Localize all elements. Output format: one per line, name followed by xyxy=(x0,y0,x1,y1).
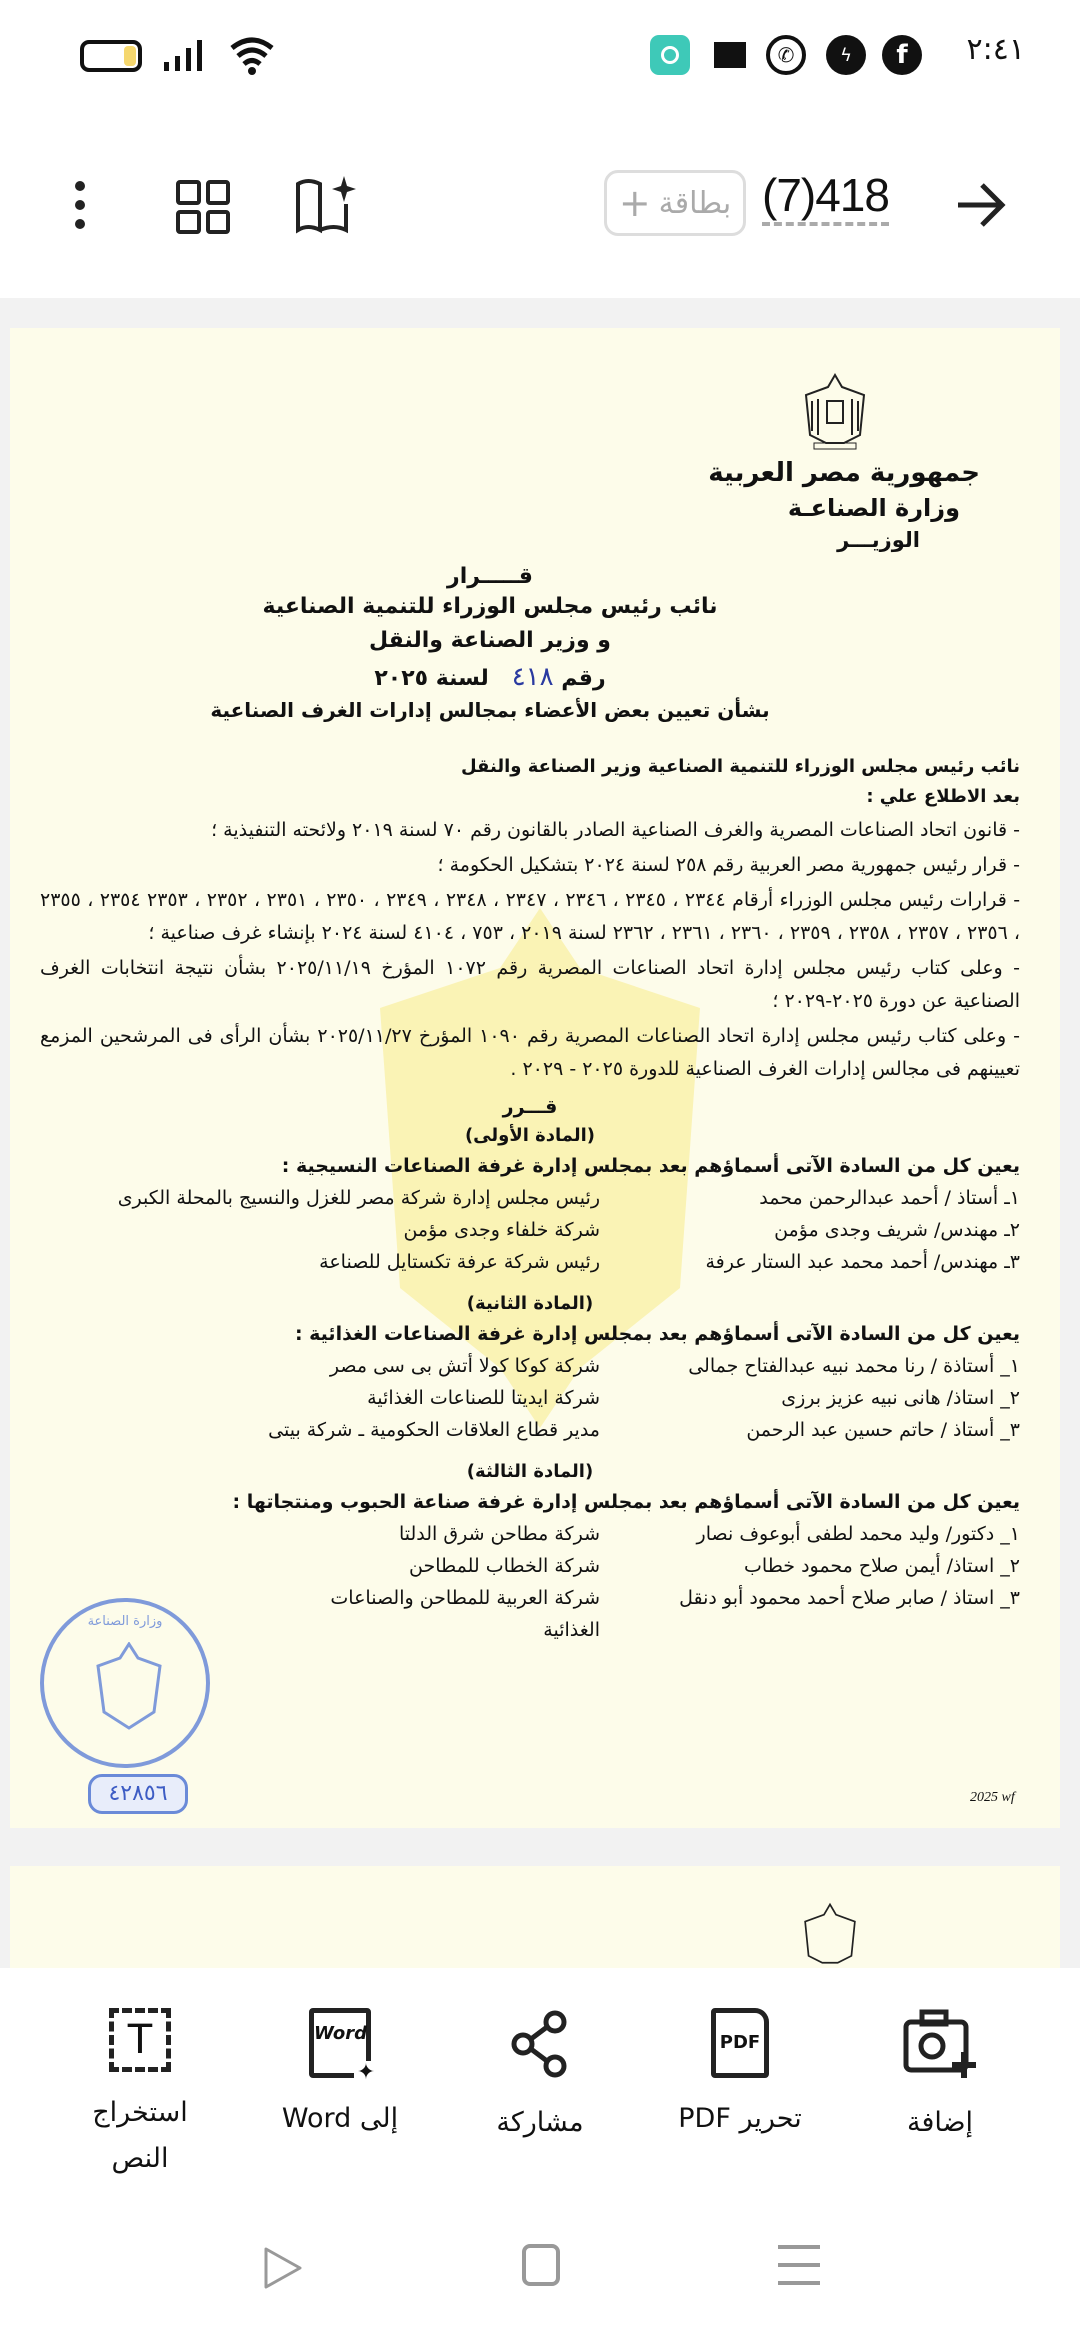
edit-pdf-button[interactable] xyxy=(650,2008,830,2142)
member-name: ١ـ أستاذ / أحمد عبدالرحمن محمد xyxy=(759,1187,1020,1209)
action-label: مشاركة xyxy=(496,2107,584,2138)
article-heading: يعين كل من السادة الآتى أسماؤهم بعد بمجلس إدارة غرفة الصناعات الغذائية : xyxy=(294,1323,1020,1345)
bullet-item: - قانون اتحاد الصناعات المصرية والغرف الصناعية الصادر بالقانون رقم ٧٠ لسنة ٢٠١٩ ولائحته التنفيذية ؛ xyxy=(211,819,1020,841)
battery-icon xyxy=(80,40,142,72)
member-name: ٢_ استاذ/ أيمن صلاح محمود خطاب xyxy=(744,1555,1020,1577)
extract-text-icon: T xyxy=(109,2008,171,2072)
action-label: تحرير PDF xyxy=(678,2103,802,2134)
home-nav-icon[interactable] xyxy=(522,2244,560,2286)
facebook-icon: f xyxy=(882,35,922,75)
member-role: مدير قطاع العلاقات الحكومية ـ شركة بيتى xyxy=(268,1419,600,1441)
stamp-eagle-icon xyxy=(94,1642,164,1732)
share-icon xyxy=(507,2008,573,2078)
ai-reader-icon[interactable] xyxy=(294,174,358,234)
egypt-eagle-emblem-icon xyxy=(800,1902,860,1968)
document-viewer[interactable] xyxy=(0,298,1080,1968)
article-title: (المادة الأولى) xyxy=(464,1125,596,1146)
header-minister: الوزيـــر xyxy=(837,528,920,552)
member-role: شركة الخطاب للمطاحن xyxy=(409,1555,600,1577)
wifi-icon xyxy=(228,34,276,76)
preamble-line1: نائب رئيس مجلس الوزراء للتنمية الصناعية وزير الصناعة والنقل xyxy=(460,756,1020,777)
member-role: رئيس مجلس إدارة شركة مصر للغزل والنسيج بالمحلة الكبرى xyxy=(117,1187,600,1209)
signal-icon xyxy=(162,38,206,72)
document-page xyxy=(10,328,1060,1828)
article-heading: يعين كل من السادة الآتى أسماؤهم بعد بمجلس إدارة غرفة صناعة الحبوب ومنتجاتها : xyxy=(232,1491,1020,1513)
action-label: استخراج النص xyxy=(92,2097,188,2174)
mail-icon xyxy=(710,35,750,75)
member-role: شركة مطاحن شرق الدلتا xyxy=(398,1523,600,1545)
member-row xyxy=(40,1214,1020,1246)
next-document-page xyxy=(10,1866,1060,1968)
member-name: ١_ أستاذة / رنا محمد نبيه عبدالفتاح جمالى xyxy=(688,1355,1020,1377)
grid-view-icon[interactable] xyxy=(176,180,230,234)
member-role: رئيس شركة عرفة تكستايل للصناعة xyxy=(319,1251,600,1273)
member-role: شركة ايديتا للصناعات الغذائية xyxy=(367,1387,600,1409)
recents-nav-icon[interactable] xyxy=(778,2244,820,2286)
member-role: شركة خلفاء وجدى مؤمن xyxy=(403,1219,600,1241)
word-icon-frame xyxy=(309,2008,376,2085)
add-card-button[interactable] xyxy=(604,170,746,236)
messenger-icon: ϟ xyxy=(826,35,866,75)
more-options-icon[interactable] xyxy=(60,170,100,240)
member-row xyxy=(40,1350,1020,1382)
whatsapp-icon: ✆ xyxy=(766,35,806,75)
header-republic: جمهورية مصر العربية xyxy=(708,458,980,488)
stamp-number: ٤٢٨٥٦ xyxy=(88,1774,188,1814)
bullet-item: - وعلى كتاب رئيس مجلس إدارة اتحاد الصناعات المصرية رقم ١٠٧٢ المؤرخ ٢٠٢٥/١١/١٩ بشأن نتيجة انتخابات الغرف الصناعية عن دورة ٢٠٢٥-٢٠٢٩ ؛ xyxy=(40,957,1020,1012)
bullet-item: - قرارات رئيس مجلس الوزراء أرقام ٢٣٤٤ ، ٢٣٤٥ ، ٢٣٤٦ ، ٢٣٤٧ ، ٢٣٤٨ ، ٢٣٤٩ ، ٢٣٥٠ ، ٢٣٥١ ، ٢٣٥٢ ، ٢٣٥٣ ٢٣٥٤ ، ٢٣٥٥ ، ٢٣٥٦ ، ٢٣٥٧ ، ٢٣٥٨ ، ٢٣٥٩ ، ٢٣٦٠ ، ٢٣٦١ ، ٢٣٦٢ لسنة ٢٠١٩ ، ٧٥٣ ، ٤١٠٤ لسنة ٢٠٢٤ بإنشاء غرف صناعية ؛ xyxy=(40,889,1021,944)
forward-arrow-icon[interactable] xyxy=(954,178,1008,232)
issuer-line1: نائب رئيس مجلس الوزراء للتنمية الصناعية xyxy=(262,594,718,619)
article-title: (المادة الثالثة) xyxy=(466,1461,594,1482)
member-row xyxy=(40,1550,1020,1582)
card-button-label: بطاقة xyxy=(658,185,732,221)
status-bar xyxy=(0,0,1080,110)
article-heading: يعين كل من السادة الآتى أسماؤهم بعد بمجلس إدارة غرفة الصناعات النسيجية : xyxy=(281,1155,1020,1177)
word-icon: Word xyxy=(314,2023,367,2044)
clock: ٢:٤١ xyxy=(966,32,1025,67)
member-name: ٣ـ مهندس/ أحمد محمد عبد الستار عرفة xyxy=(705,1251,1020,1273)
official-stamp: وزارة الصناعة xyxy=(40,1598,210,1768)
member-row xyxy=(40,1518,1020,1550)
document-body xyxy=(40,752,1020,1646)
extract-text-button[interactable] xyxy=(50,2008,230,2182)
plus-icon: + xyxy=(618,181,651,225)
document-title[interactable]: (7)418 xyxy=(762,168,889,226)
egypt-eagle-emblem-icon xyxy=(800,373,870,453)
bullet-item: - وعلى كتاب رئيس مجلس إدارة اتحاد الصناعات المصرية رقم ١٠٩٠ المؤرخ ٢٠٢٥/١١/٢٧ بشأن الرأى فى المرشحين المزمع تعيينهم فى مجالس إدارات الغرف الصناعية للدورة ٢٠٢٥ - ٢٠٢٩ . xyxy=(40,1025,1020,1080)
sparkle-icon: ✦ xyxy=(354,2061,378,2085)
decision-number: رقم ٤١٨ لسنة ٢٠٢٥ xyxy=(374,662,606,692)
system-nav-bar xyxy=(0,2200,1080,2340)
member-name: ٣_ استاذ / صابر صلاح أحمد محمود أبو دنقل xyxy=(679,1587,1020,1609)
action-label: إلى Word xyxy=(281,2103,399,2134)
member-name: ٢ـ مهندس/ شريف وجدى مؤمن xyxy=(774,1219,1020,1241)
app-notification-icon xyxy=(650,35,690,75)
preamble-line2: بعد الاطلاع علي : xyxy=(866,786,1020,807)
member-row xyxy=(40,1414,1020,1446)
header-ministry: وزارة الصناعـة xyxy=(787,494,960,522)
back-nav-icon[interactable] xyxy=(262,2245,304,2291)
issuer-line2: و وزير الصناعة والنقل xyxy=(369,628,611,653)
camera-add-icon xyxy=(902,2008,978,2078)
member-row xyxy=(40,1246,1020,1278)
bottom-action-bar xyxy=(0,1968,1080,2174)
pdf-icon: PDF xyxy=(711,2008,769,2078)
top-toolbar xyxy=(0,150,1080,260)
action-label: إضافة xyxy=(906,2107,974,2138)
footer-code: 2025 wf xyxy=(970,1790,1015,1805)
decision-subject: بشأن تعيين بعض الأعضاء بمجالس إدارات الغرف الصناعية xyxy=(210,698,770,722)
member-name: ٣_ أستاذ / حاتم حسين عبد الرحمن xyxy=(746,1419,1020,1441)
member-role: شركة كوكا كولا أتش بى سى مصر xyxy=(329,1355,600,1377)
member-role: شركة العربية للمطاحن والصناعات الغذائية xyxy=(330,1587,600,1641)
member-name: ١_ دكتور/ وليد محمد لطفى أبوعوف نصار xyxy=(696,1523,1020,1545)
member-name: ٢_ استاذ/ هانى نبيه عزيز برزى xyxy=(781,1387,1020,1409)
share-button[interactable] xyxy=(450,2008,630,2146)
article-title: (المادة الثانية) xyxy=(466,1293,594,1314)
bullet-item: - قرار رئيس جمهورية مصر العربية رقم ٢٥٨ لسنة ٢٠٢٤ بتشكيل الحكومة ؛ xyxy=(437,854,1020,876)
add-button[interactable] xyxy=(850,2008,1030,2146)
member-row xyxy=(40,1182,1020,1214)
member-row xyxy=(40,1382,1020,1414)
handwritten-number: ٤١٨ xyxy=(511,662,554,692)
decision-title: قـــــرار xyxy=(447,564,533,589)
decided-label: قـــرر xyxy=(502,1096,558,1118)
to-word-button[interactable] xyxy=(250,2008,430,2142)
